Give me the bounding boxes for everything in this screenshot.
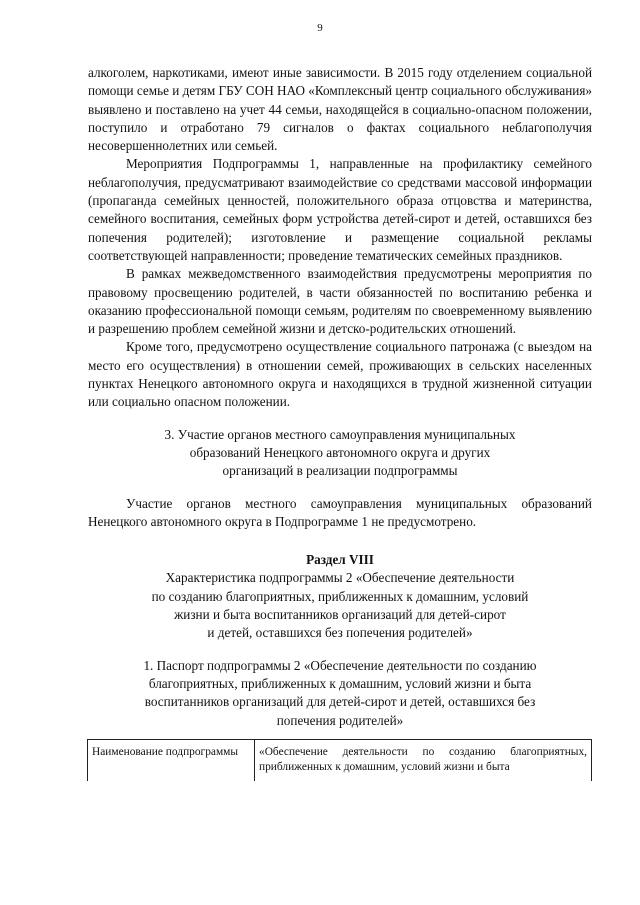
paragraph-local-government: Участие органов местного самоуправления муниципальных образований Ненецкого автономного округа в Подпрограмме 1 не предусмотрено. [88, 495, 592, 529]
section3-heading-line: организаций в реализации подпрограммы [222, 463, 458, 479]
paragraph-social-patronage: Кроме того, предусмотрено осуществление социального патронажа (с выездом на место его осуществления) в отношении семей, проживающих в сельских населенных пунктах Ненецкого автономного округа и находящихся в трудной жизненной ситуации или социально опасном положении. [88, 339, 592, 410]
section8-subtitle [88, 569, 592, 642]
document-body [88, 64, 592, 781]
paragraph-subprogram1-measures: Мероприятия Подпрограммы 1, направленные на профилактику семейного неблагополучия, предусматривают взаимодействие со средствами массовой информации (пропаганда семейных ценностей, положительного образа отцовства и материнства, семейного воспитания, семейных форм устройства детей-сирот и детей, оставшихся без попечения родителей); изготовление и размещение социальной рекламы соответствующей направленности; проведение тематических семейных праздников. [88, 156, 592, 263]
section8-title: Раздел VIII [306, 552, 374, 568]
section3-heading-line: образований Ненецкого автономного округа и других [189, 444, 491, 460]
paragraph-interagency-cooperation: В рамках межведомственного взаимодействия предусмотрены мероприятия по правовому просвещению родителей, в части обязанностей по воспитанию ребенка и оказанию профессиональной помощи семьям, родителям по своевременному выявлению и разрешению проблем семейной жизни и детско-родительских отношений. [88, 266, 592, 337]
passport-heading-line: попечения родителей» [276, 712, 404, 728]
passport-table [87, 739, 592, 781]
page-number: 9 [317, 22, 323, 34]
table-cell-label: Наименование подпрограммы [88, 739, 255, 781]
table-cell-value: «Обеспечение деятельности по созданию благоприятных, приближенных к домашним, условий жизни и быта [255, 739, 592, 781]
table-row [88, 739, 592, 781]
passport-heading-line: 1. Паспорт подпрограммы 2 «Обеспечение деятельности по созданию [143, 657, 537, 673]
passport-heading [88, 657, 592, 730]
section8-subtitle-line: по созданию благоприятных, приближенных к домашним, условий [151, 588, 529, 604]
section8-subtitle-line: Характеристика подпрограммы 2 «Обеспечение деятельности [165, 570, 515, 586]
section8-subtitle-line: и детей, оставшихся без попечения родителей» [207, 625, 473, 641]
section3-heading-line: 3. Участие органов местного самоуправления муниципальных [164, 426, 516, 442]
passport-heading-line: благоприятных, приближенных к домашним, условий жизни и быта [148, 675, 532, 691]
section3-heading [88, 426, 592, 481]
section8-subtitle-line: жизни и быта воспитанников организаций для детей-сирот [174, 607, 506, 623]
passport-heading-line: воспитанников организаций для детей-сирот и детей, оставшихся без [144, 694, 536, 710]
paragraph-alcohol-statistics: алкоголем, наркотиками, имеют иные зависимости. В 2015 году отделением социальной помощи семье и детям ГБУ СОН НАО «Комплексный центр социального обслуживания» выявлено и поставлено на учет 44 семьи, находящейся в социально-опасном положении, поступило и отработано 79 сигналов о фактах социального неблагополучия несовершеннолетних или семьей. [88, 65, 592, 154]
